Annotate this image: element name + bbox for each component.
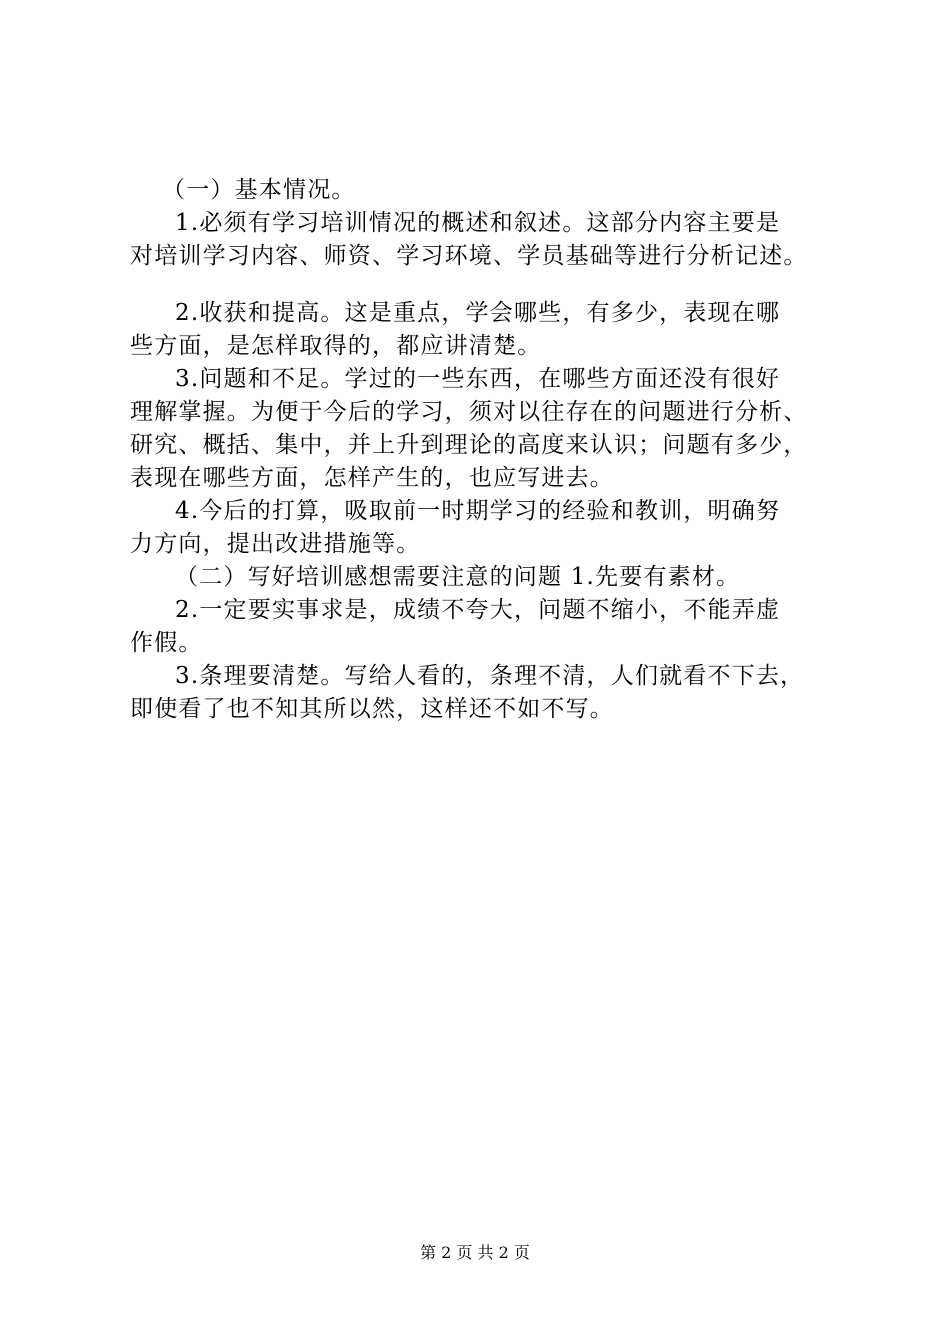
- paragraph-line: 即使看了也不知其所以然，这样还不如不写。: [130, 696, 614, 722]
- page-number-footer: 第 2 页 共 2 页: [420, 1243, 530, 1262]
- paragraph-line: 力方向，提出改进措施等。: [130, 531, 421, 557]
- paragraph-line: 些方面，是怎样取得的，都应讲清楚。: [130, 333, 542, 359]
- paragraph-line: 研究、概括、集中，并上升到理论的高度来认识；问题有多少，: [130, 432, 808, 458]
- paragraph-line: 对培训学习内容、师资、学习环境、学员基础等进行分析记述。: [130, 243, 808, 269]
- paragraph-line: 1.必须有学习培训情况的概述和叙述。这部分内容主要是: [175, 210, 781, 236]
- section-heading-notes: （二）写好培训感想需要注意的问题 1.先要有素材。: [175, 564, 741, 590]
- paragraph-line: 理解掌握。为便于今后的学习，须对以往存在的问题进行分析、: [130, 399, 808, 425]
- paragraph-line: 3.问题和不足。学过的一些东西，在哪些方面还没有很好: [175, 366, 781, 392]
- paragraph-line: 2.一定要实事求是，成绩不夸大，问题不缩小，不能弄虚: [175, 597, 781, 623]
- paragraph-line: 表现在哪些方面，怎样产生的，也应写进去。: [130, 465, 614, 491]
- paragraph-line: 3.条理要清楚。写给人看的，条理不清，人们就看不下去，: [175, 663, 805, 689]
- paragraph-line: 作假。: [130, 630, 203, 656]
- paragraph-line: 4.今后的打算，吸取前一时期学习的经验和教训，明确努: [175, 498, 781, 524]
- section-heading-basic-situation: （一）基本情况。: [162, 177, 356, 203]
- paragraph-line: 2.收获和提高。这是重点，学会哪些，有多少，表现在哪: [175, 300, 781, 326]
